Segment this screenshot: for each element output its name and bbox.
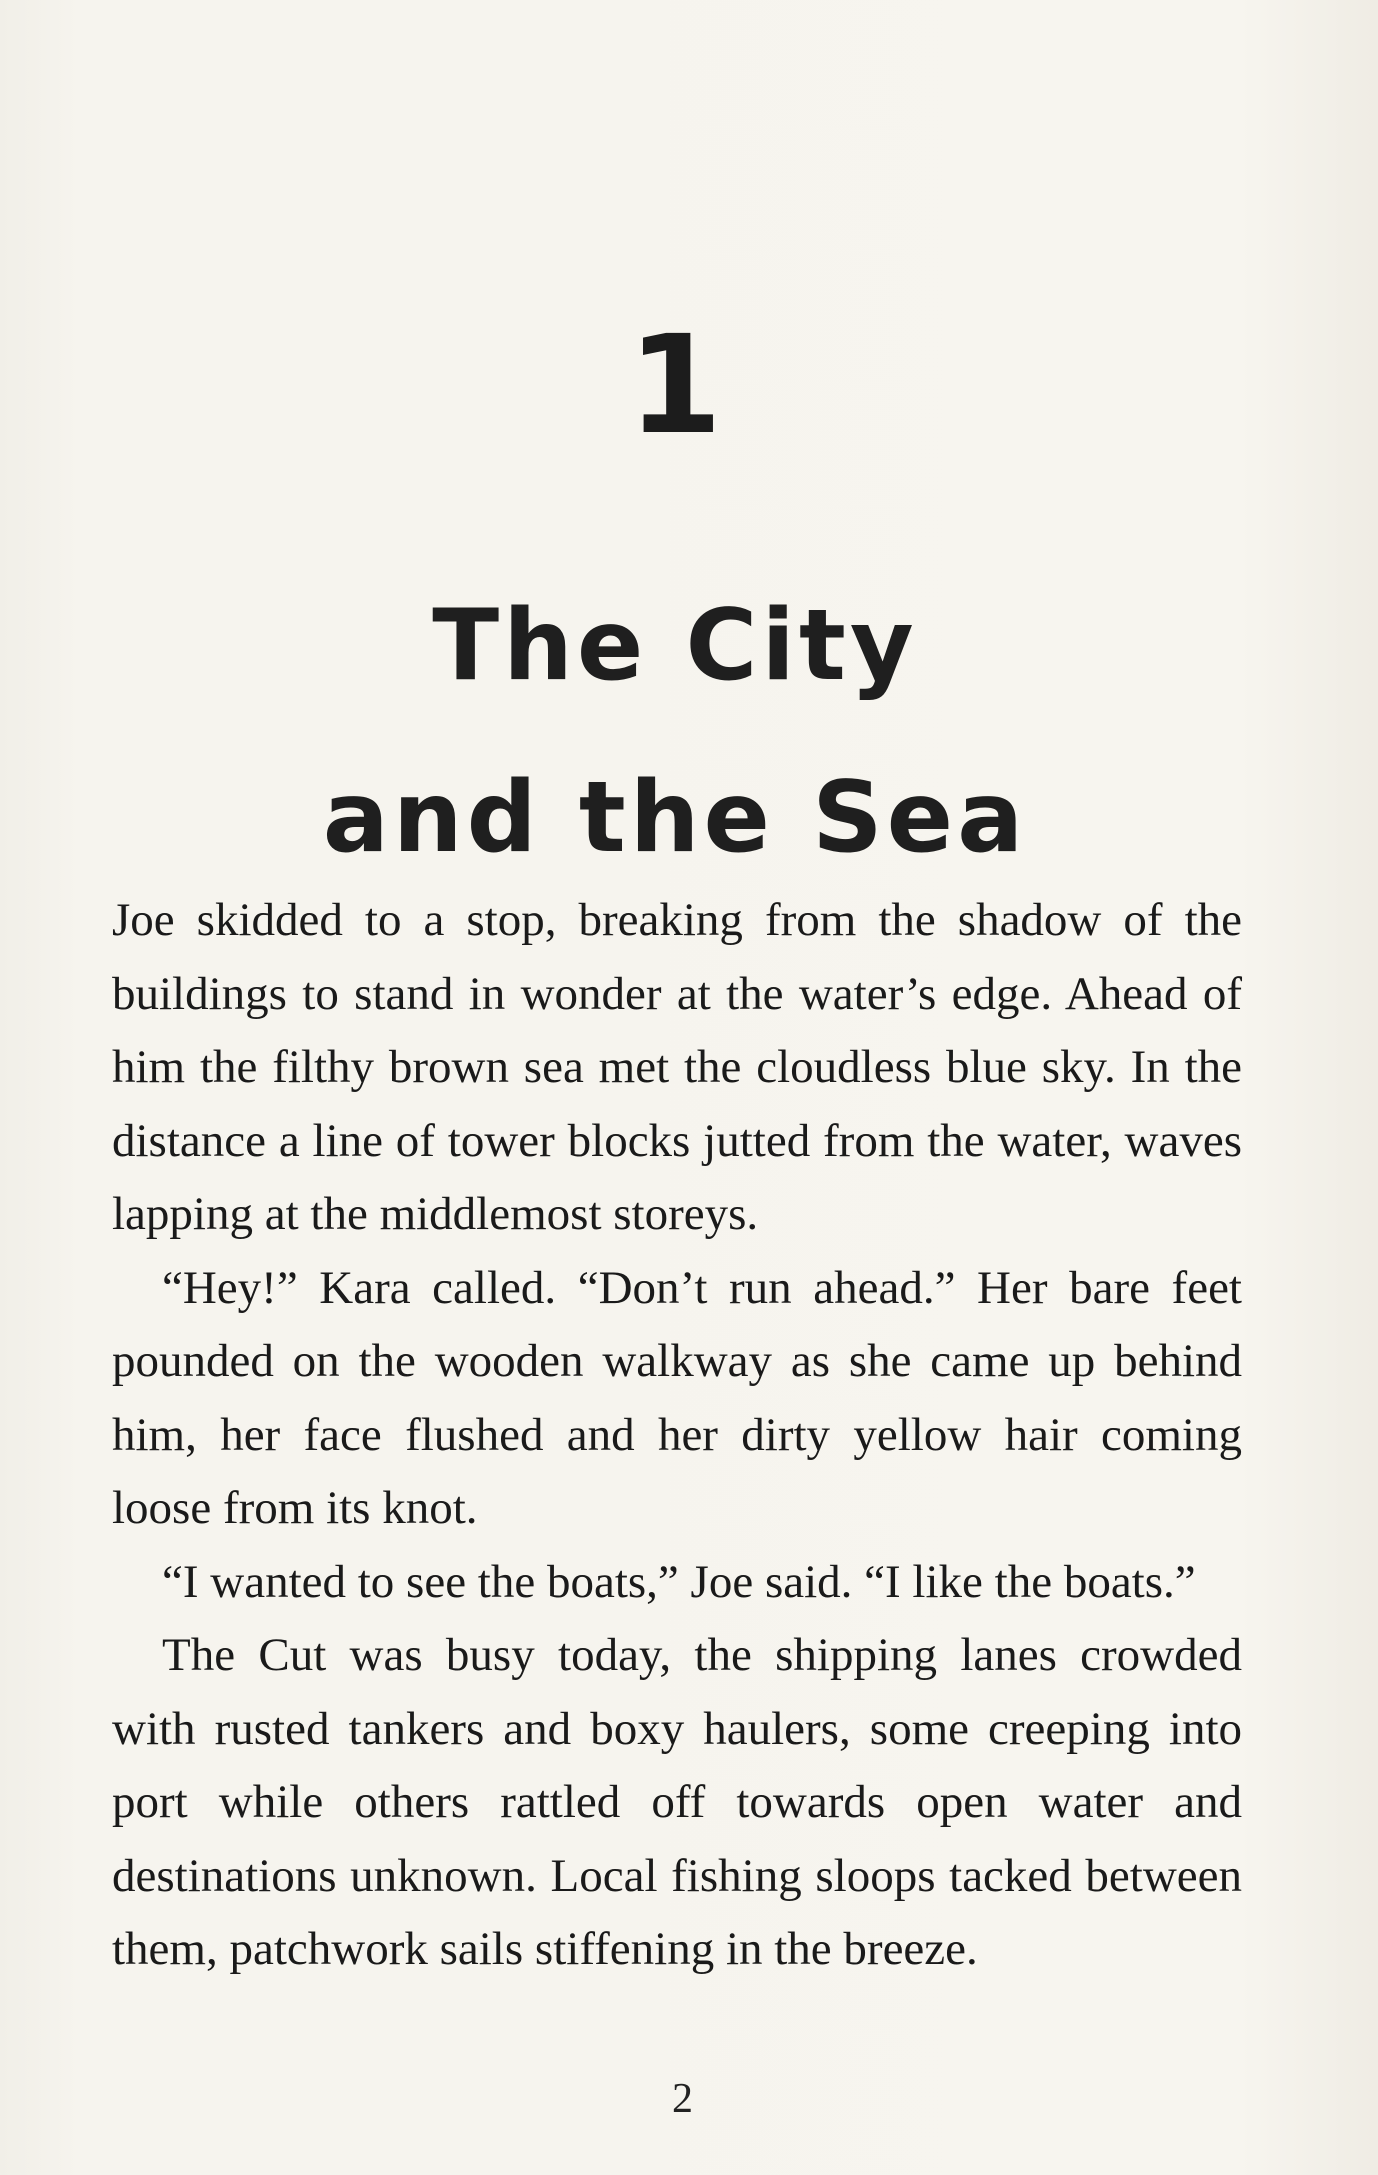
chapter-title bbox=[0, 560, 1350, 904]
paragraph: Joe skidded to a stop, breaking from the shadow of the buildings to stand in wonder at the water’s edge. Ahead of him the filthy brown sea met the cloudless blue sky. In the distance a line of tower blocks jutted from the water, waves lapping at the middlemost storeys. bbox=[112, 894, 1242, 1240]
chapter-number: 1 bbox=[627, 307, 723, 465]
chapter-title-line-1: The City bbox=[432, 589, 918, 703]
page-number: 2 bbox=[672, 2076, 693, 2122]
paragraph: “I wanted to see the boats,” Joe said. “I like the boats.” bbox=[162, 1555, 1196, 1608]
paragraph: “Hey!” Kara called. “Don’t run ahead.” Her bare feet pounded on the wooden walkway as she came up behind him, her face flushed and her dirty yellow hair coming loose from its knot. bbox=[112, 1261, 1242, 1534]
chapter-body bbox=[112, 884, 1242, 1987]
chapter-title-line-2: and the Sea bbox=[322, 761, 1028, 875]
paragraph: The Cut was busy today, the shipping lanes crowded with rusted tankers and boxy haulers, some creeping into port while others rattled off towards open water and destinations unknown. Local fishing sloops tacked between them, patchwork sails stiffening in the breeze. bbox=[112, 1629, 1242, 1975]
